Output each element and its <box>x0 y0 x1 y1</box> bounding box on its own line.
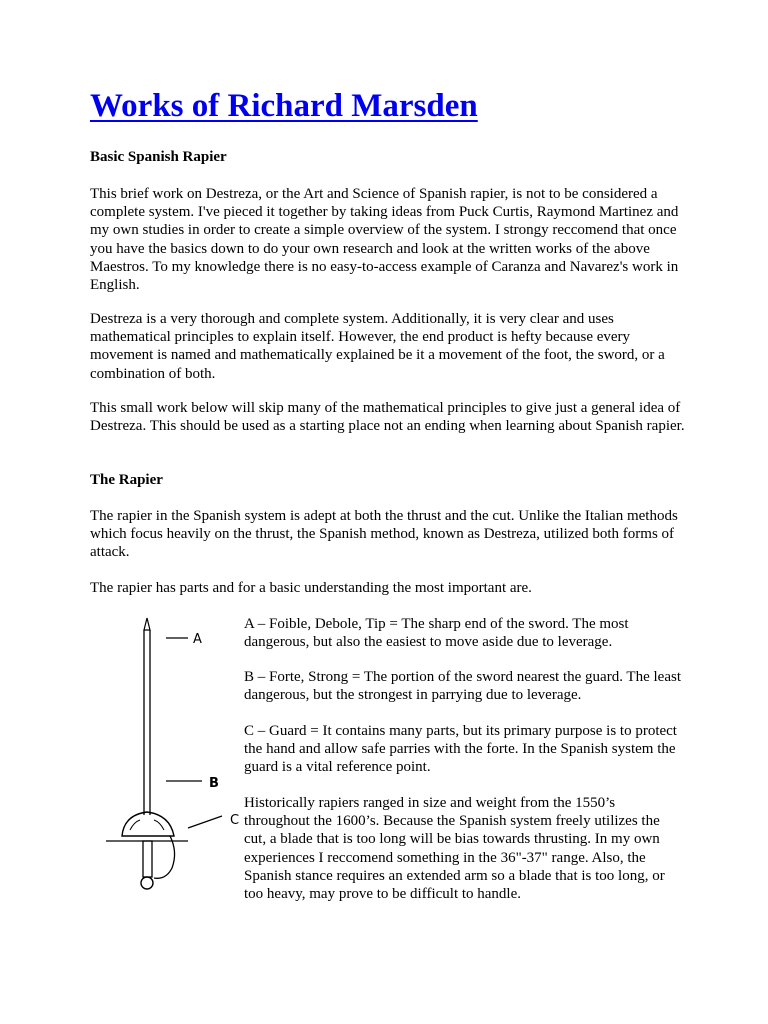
label-c: C <box>230 813 240 828</box>
rapier-part-b: B – Forte, Strong = The portion of the sword nearest the guard. The least dangerous, but the strongest in parrying due to leverage. <box>244 669 681 704</box>
pommel <box>141 877 153 889</box>
page-title-link[interactable]: Works of Richard Marsden <box>90 88 478 124</box>
rapier-paragraph-1: The rapier in the Spanish system is adept at both the thrust and the cut. Unlike the Italian methods which focus heavily on the thrust, the Spanish method, known as Destreza, utilized both forms of attack. <box>90 508 678 561</box>
grip <box>143 841 152 877</box>
label-line-c <box>188 816 222 828</box>
cup-guard <box>122 812 174 836</box>
knuckle-bow <box>154 836 175 878</box>
section-heading-the-rapier: The Rapier <box>90 472 163 488</box>
rapier-paragraph-2: The rapier has parts and for a basic understanding the most important are. <box>90 580 532 596</box>
section-heading-basic-spanish-rapier: Basic Spanish Rapier <box>90 149 227 165</box>
rapier-diagram <box>104 610 244 910</box>
label-b: B <box>209 776 219 791</box>
blade-tip <box>144 618 150 630</box>
cup-guard-detail-2 <box>154 820 164 830</box>
rapier-history-paragraph: Historically rapiers ranged in size and weight from the 1550’s throughout the 1600’s. Because the Spanish system freely utilizes the cut, a blade that is too long will be bias towards thrusting. In my own experiences I reccomend something in the 36"-37" range. Also, the Spanish stance requires an extended arm so a blade that is too long, or too heavy, may prove to be difficult to handle. <box>244 795 665 903</box>
rapier-part-a: A – Foible, Debole, Tip = The sharp end of the sword. The most dangerous, but also the easiest to move aside due to leverage. <box>244 616 629 651</box>
intro-paragraph-3: This small work below will skip many of the mathematical principles to give just a general idea of Destreza. This should be used as a starting place not an ending when learning about Spanish rapier. <box>90 400 685 435</box>
rapier-part-c: C – Guard = It contains many parts, but its primary purpose is to protect the hand and allow safe parries with the forte. In the Spanish system the guard is a vital reference point. <box>244 723 677 776</box>
intro-paragraph-1: This brief work on Destreza, or the Art and Science of Spanish rapier, is not to be considered a complete system. I've pieced it together by taking ideas from Puck Curtis, Raymond Martinez and my own studies in order to create a simple overview of the system. I strongy reccomend that once you have the basics down to do your own research and look at the written works of the above Maestros. To my knowledge there is no easy-to-access example of Caranza and Navarez's work in English. <box>90 186 679 294</box>
cup-guard-detail <box>130 820 140 830</box>
intro-paragraph-2: Destreza is a very thorough and complete system. Additionally, it is very clear and uses mathematical principles to explain itself. However, the end product is hefty because every movement is named and mathematically explained be it a movement of the foot, the sword, or a combination of both. <box>90 311 665 382</box>
label-a: A <box>193 632 202 647</box>
